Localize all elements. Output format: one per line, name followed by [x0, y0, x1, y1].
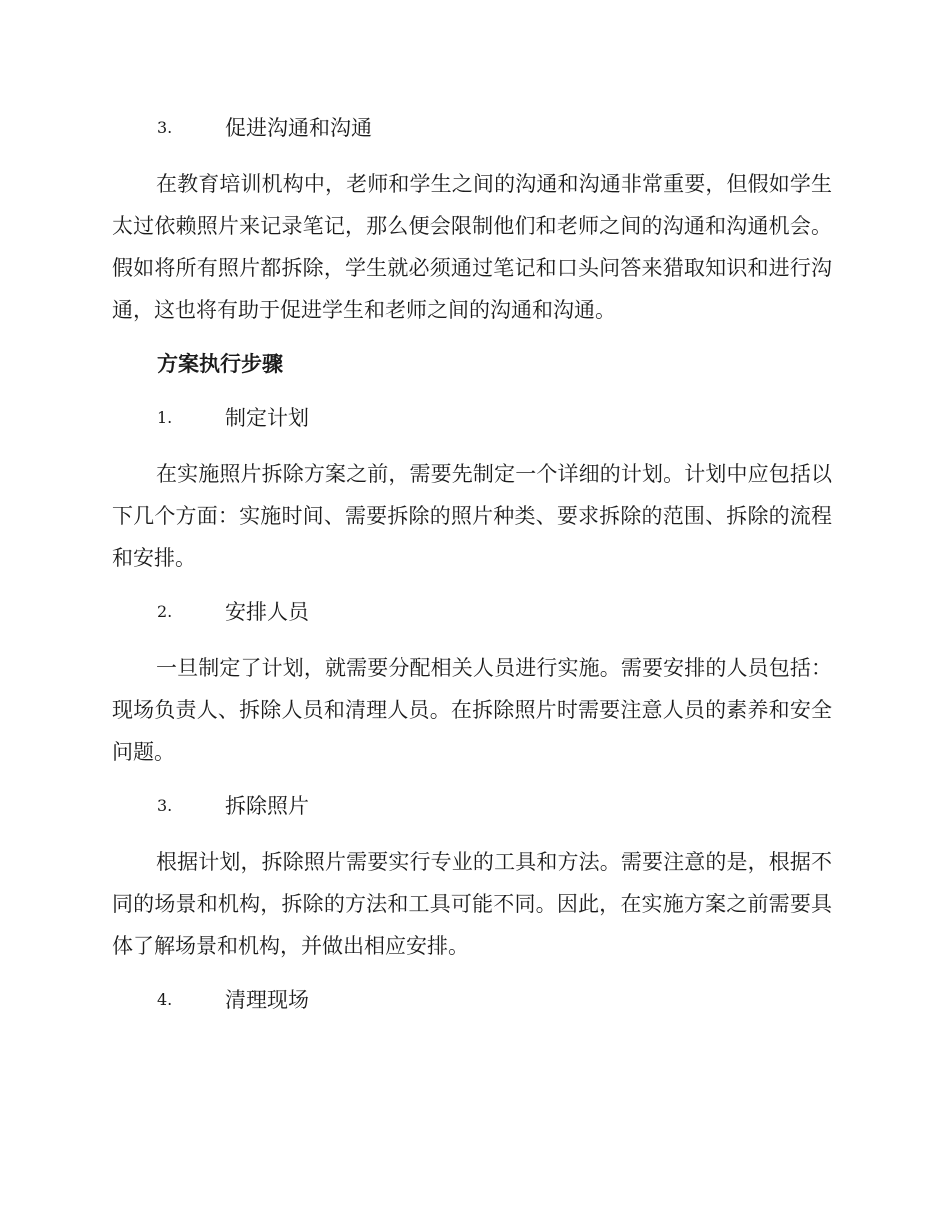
list-heading-arrange-staff [157, 597, 309, 627]
list-heading-text: 清理现场 [225, 988, 309, 1012]
paragraph-staff: 一旦制定了计划，就需要分配相关人员进行实施。需要安排的人员包括：现场负责人、拆除人员和清理人员。在拆除照片时需要注意人员的素养和安全问题。 [112, 656, 832, 764]
list-heading-clean-site [157, 985, 309, 1015]
paragraph-plan: 在实施照片拆除方案之前，需要先制定一个详细的计划。计划中应包括以下几个方面：实施时间、需要拆除的照片种类、要求拆除的范围、拆除的流程和安排。 [112, 462, 832, 570]
list-heading-text: 拆除照片 [225, 794, 309, 818]
list-number: 2. [157, 602, 173, 621]
list-number: 4. [157, 990, 173, 1009]
list-heading-text: 制定计划 [225, 406, 309, 430]
list-heading-remove-photos [157, 791, 309, 821]
list-number: 1. [157, 408, 173, 427]
list-heading-text: 促进沟通和沟通 [225, 116, 372, 140]
list-heading-promote-communication [157, 113, 372, 143]
list-number: 3. [157, 118, 173, 137]
list-heading-text: 安排人员 [225, 600, 309, 624]
section-title-execution-steps: 方案执行步骤 [157, 351, 283, 376]
paragraph-remove: 根据计划，拆除照片需要实行专业的工具和方法。需要注意的是，根据不同的场景和机构，拆除的方法和工具可能不同。因此，在实施方案之前需要具体了解场景和机构，并做出相应安排。 [112, 850, 832, 958]
list-heading-make-plan [157, 403, 309, 433]
list-number: 3. [157, 796, 173, 815]
paragraph-communication: 在教育培训机构中，老师和学生之间的沟通和沟通非常重要，但假如学生太过依赖照片来记录笔记，那么便会限制他们和老师之间的沟通和沟通机会。假如将所有照片都拆除，学生就必须通过笔记和口头问答来猎取知识和进行沟通，这也将有助于促进学生和老师之间的沟通和沟通。 [112, 172, 832, 322]
